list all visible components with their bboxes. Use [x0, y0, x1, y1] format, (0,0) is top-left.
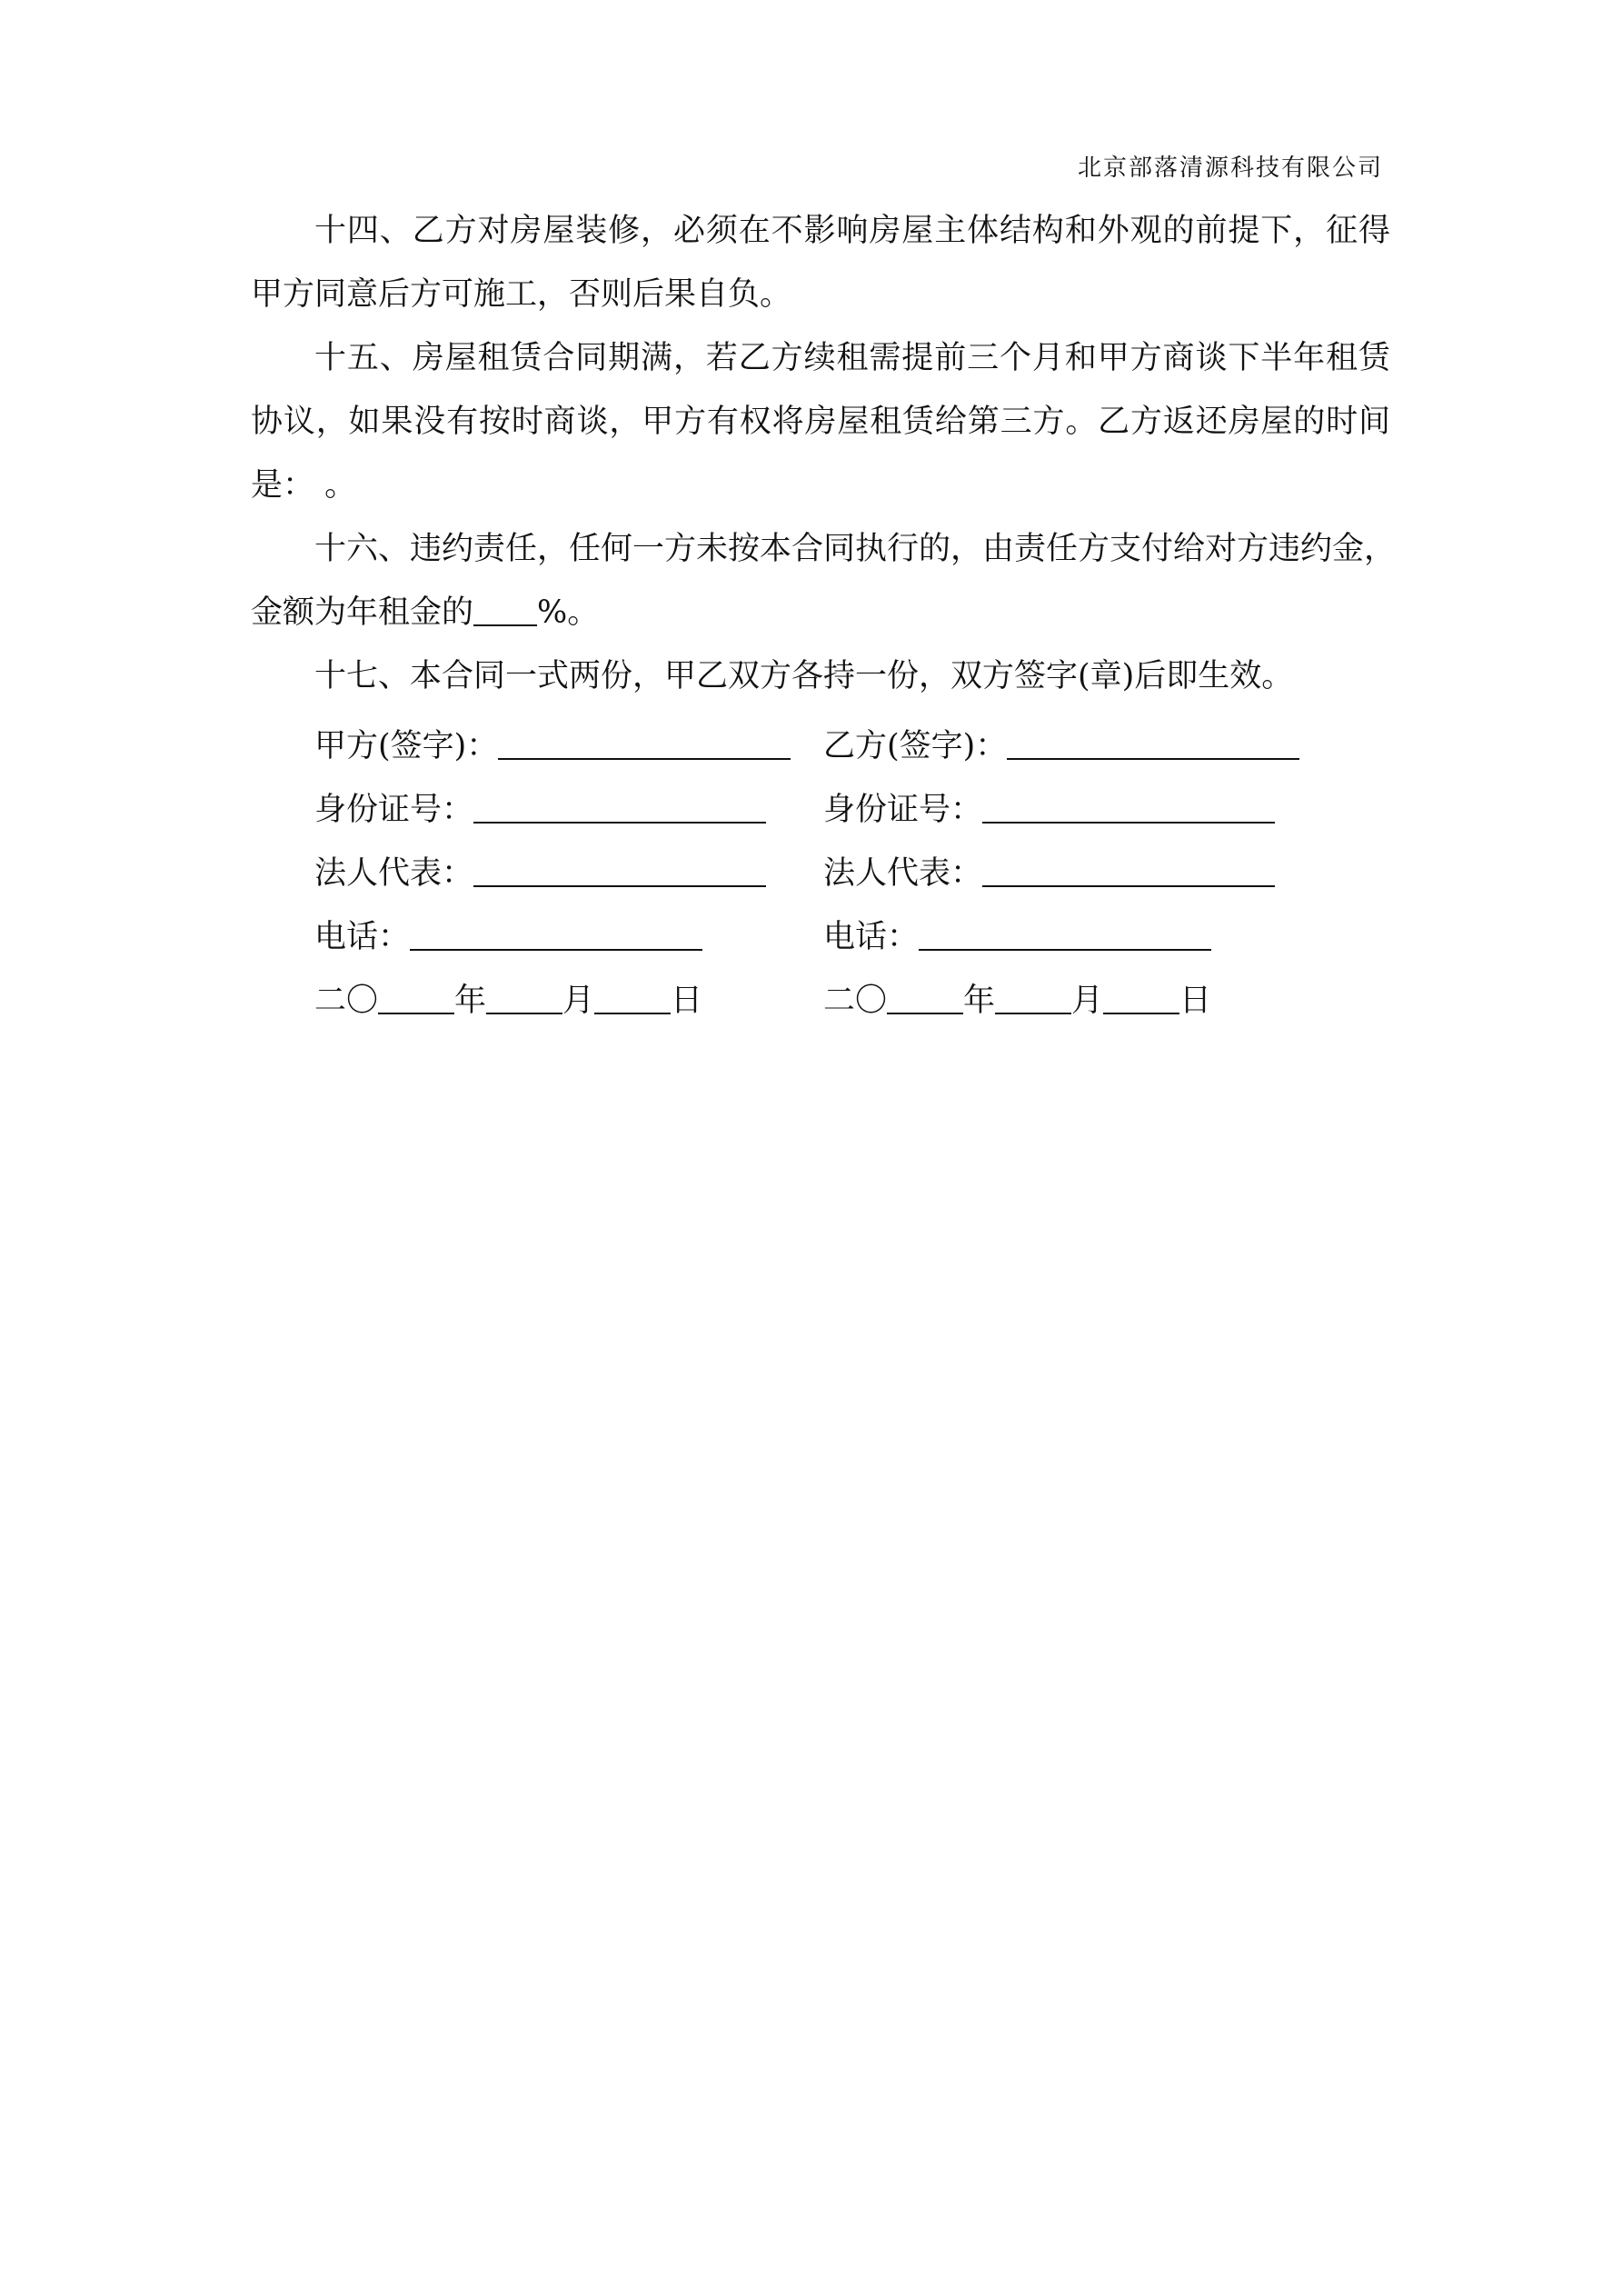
party-a-legal-rep-line[interactable]: [473, 856, 766, 887]
party-b-phone-label: 电话：: [823, 919, 920, 955]
party-a-phone-label: 电话：: [314, 919, 411, 955]
party-a-phone-line[interactable]: [410, 920, 702, 951]
party-b-id-line[interactable]: [982, 793, 1275, 824]
party-a-month-label: 月: [562, 983, 595, 1019]
party-b-phone-line[interactable]: [919, 920, 1211, 951]
party-a-day-blank[interactable]: [594, 983, 671, 1014]
clause-17-line-1: 十七、本合同一式两份，甲乙双方各持一份，双方签字(章)后即生效。: [314, 658, 1294, 694]
party-b-signature-line[interactable]: [1007, 729, 1299, 760]
party-a-date-prefix: 二〇: [314, 983, 379, 1019]
party-a-legal-rep-label: 法人代表：: [314, 855, 474, 892]
party-b-phone-row: [823, 912, 1211, 957]
party-b-legal-rep-line[interactable]: [982, 856, 1275, 887]
party-a-phone-row: [314, 912, 702, 957]
party-b-date-prefix: 二〇: [823, 983, 888, 1019]
clause-16-line-2: [251, 581, 1390, 644]
company-header: 北京部落清源科技有限公司: [1077, 155, 1383, 182]
clause-17: [251, 644, 1390, 708]
party-a-date-row: [314, 975, 702, 1021]
party-a-id-row: [314, 784, 766, 830]
party-a-signature-row: [314, 721, 791, 766]
party-a-month-blank[interactable]: [486, 983, 562, 1014]
clause-15-line-2: 协议，如果没有按时商谈，甲方有权将房屋租赁给第三方。乙方返还房屋的时间: [251, 404, 1390, 440]
clause-16: [251, 517, 1397, 644]
clause-14: [251, 199, 1390, 326]
clause-14-line-1: 十四、乙方对房屋装修，必须在不影响房屋主体结构和外观的前提下，征得: [314, 213, 1390, 249]
party-b-month-blank[interactable]: [995, 983, 1071, 1014]
party-b-legal-rep-row: [823, 848, 1275, 893]
party-b-day-label: 日: [1179, 983, 1212, 1019]
party-a-legal-rep-row: [314, 848, 766, 893]
party-b-year-label: 年: [963, 983, 996, 1019]
party-b-id-label: 身份证号：: [823, 792, 983, 828]
party-b-month-label: 月: [1071, 983, 1104, 1019]
party-b-id-row: [823, 784, 1275, 830]
penalty-rate-blank[interactable]: [473, 593, 537, 626]
clause-15: [251, 326, 1390, 517]
party-b-year-blank[interactable]: [887, 983, 963, 1014]
party-a-id-line[interactable]: [473, 793, 766, 824]
party-b-signature-label: 乙方(签字)：: [823, 728, 1008, 764]
clause-16-line-1: 十六、违约责任，任何一方未按本合同执行的，由责任方支付给对方违约金，: [314, 531, 1397, 567]
clause-14-line-2: 甲方同意后方可施工，否则后果自负。: [251, 276, 792, 313]
penalty-rate-suffix: %。: [537, 594, 600, 631]
party-b-legal-rep-label: 法人代表：: [823, 855, 983, 892]
party-a-year-blank[interactable]: [378, 983, 454, 1014]
party-a-year-label: 年: [454, 983, 487, 1019]
clause-15-line-1: 十五、房屋租赁合同期满，若乙方续租需提前三个月和甲方商谈下半年租赁: [314, 340, 1390, 376]
party-a-signature-line[interactable]: [498, 729, 791, 760]
party-a-day-label: 日: [671, 983, 703, 1019]
party-b-signature-row: [823, 721, 1299, 766]
party-b-date-row: [823, 975, 1211, 1021]
party-b-day-blank[interactable]: [1103, 983, 1179, 1014]
clause-15-line-3: 是： 。: [251, 467, 357, 504]
party-a-signature-label: 甲方(签字)：: [314, 728, 499, 764]
party-a-id-label: 身份证号：: [314, 792, 474, 828]
penalty-rate-prefix: 金额为年租金的: [251, 594, 474, 631]
